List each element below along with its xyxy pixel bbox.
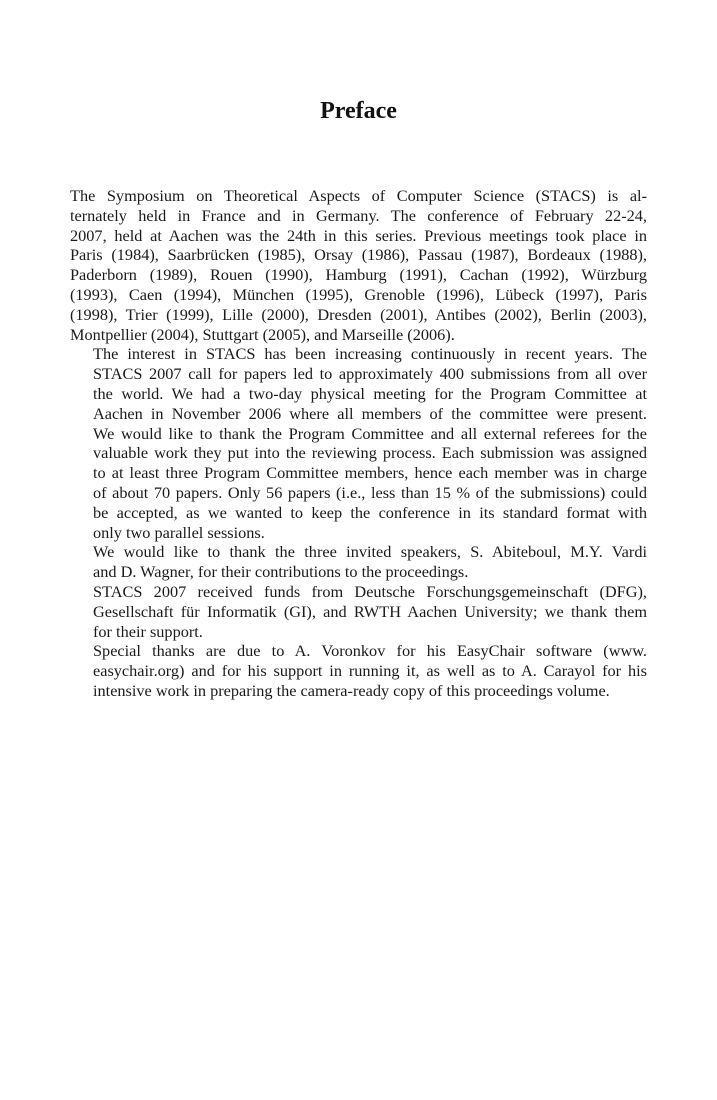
- text-line: of about 70 papers. Only 56 papers (i.e., less than 15 % of the submissions) could: [93, 482, 647, 502]
- text-line: We would like to thank the Program Committee and all external referees for the: [93, 423, 647, 443]
- paragraph-acknowledgements: [70, 641, 647, 700]
- text-line: for their support.: [93, 621, 203, 641]
- text-line: STACS 2007 received funds from Deutsche Forschungsgemeinschaft (DFG),: [93, 581, 647, 601]
- paragraph-submissions: [70, 344, 647, 542]
- text-line: ternately held in France and in Germany. The conference of February 22-24,: [70, 205, 647, 225]
- text-line: The Symposium on Theoretical Aspects of Computer Science (STACS) is al-: [70, 186, 647, 205]
- text-line: and D. Wagner, for their contributions to the proceedings.: [93, 562, 469, 582]
- text-line: 2007, held at Aachen was the 24th in this series. Previous meetings took place in: [70, 225, 647, 245]
- text-line: valuable work they put into the reviewing process. Each submission was assigned: [93, 443, 647, 463]
- text-line: STACS 2007 call for papers led to approximately 400 submissions from all over: [93, 364, 647, 384]
- text-line: We would like to thank the three invited speakers, S. Abiteboul, M.Y. Vardi: [93, 542, 647, 562]
- paragraph-history: [70, 186, 647, 344]
- text-line: Special thanks are due to A. Voronkov for his EasyChair software (www.: [93, 641, 647, 661]
- page-title: Preface: [320, 98, 397, 125]
- text-line: (1998), Trier (1999), Lille (2000), Dresden (2001), Antibes (2002), Berlin (2003),: [70, 304, 647, 324]
- text-line: intensive work in preparing the camera-ready copy of this proceedings volume.: [93, 680, 610, 700]
- paragraph-invited-speakers: [70, 542, 647, 582]
- text-line: The interest in STACS has been increasing continuously in recent years. The: [93, 344, 647, 364]
- text-line: Gesellschaft für Informatik (GI), and RWTH Aachen University; we thank them: [93, 601, 647, 621]
- text-line: Aachen in November 2006 where all members of the committee were present.: [93, 403, 647, 423]
- text-line: Paris (1984), Saarbrücken (1985), Orsay (1986), Passau (1987), Bordeaux (1988),: [70, 245, 647, 265]
- text-line: the world. We had a two-day physical meeting for the Program Committee at: [93, 383, 647, 403]
- preface-body: [70, 186, 647, 701]
- text-line: be accepted, as we wanted to keep the conference in its standard format with: [93, 502, 647, 522]
- text-line: easychair.org) and for his support in running it, as well as to A. Carayol for his: [93, 661, 647, 681]
- text-line: Paderborn (1989), Rouen (1990), Hamburg (1991), Cachan (1992), Würzburg: [70, 265, 647, 285]
- paragraph-funding: [70, 582, 647, 641]
- text-line: only two parallel sessions.: [93, 522, 265, 542]
- text-line: Montpellier (2004), Stuttgart (2005), and Marseille (2006).: [70, 324, 455, 344]
- text-line: to at least three Program Committee members, hence each member was in charge: [93, 463, 647, 483]
- text-line: (1993), Caen (1994), München (1995), Grenoble (1996), Lübeck (1997), Paris: [70, 284, 647, 304]
